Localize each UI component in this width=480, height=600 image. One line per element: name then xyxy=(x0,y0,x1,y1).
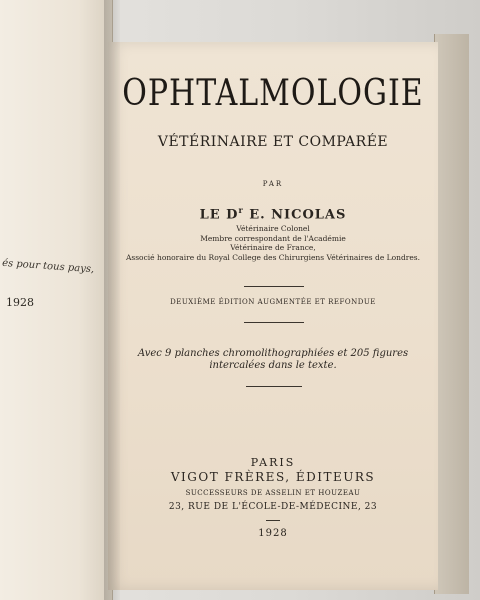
credential-line: Associé honoraire du Royal College des Chirurgiens Vétérinaires de Londres. xyxy=(125,252,421,262)
publisher-city: PARIS xyxy=(250,456,296,469)
plates-note xyxy=(108,348,438,372)
credential-line: Vétérinaire Colonel xyxy=(236,224,310,233)
copyright-fragment: és pour tous pays, xyxy=(1,257,95,276)
author-title-sup: r xyxy=(238,205,244,215)
publisher-name: VIGOT FRÈRES, ÉDITEURS xyxy=(170,470,376,484)
book-gutter-shadow xyxy=(104,0,120,600)
title-page xyxy=(108,42,438,590)
plates-line: intercalées dans le texte. xyxy=(209,360,337,371)
author-credentials xyxy=(108,224,438,262)
book-cover-edge xyxy=(434,34,469,594)
publisher-successors: SUCCESSEURS DE ASSELIN ET HOUZEAU xyxy=(185,489,361,497)
divider xyxy=(244,286,304,287)
publisher-address: 23, RUE DE L'ÉCOLE-DE-MÉDECINE, 23 xyxy=(168,502,378,512)
by-label: PAR xyxy=(262,180,284,188)
divider xyxy=(266,520,280,521)
book-subtitle: VÉTÉRINAIRE ET COMPARÉE xyxy=(157,134,389,150)
left-page-year: 1928 xyxy=(6,296,34,309)
credential-line: Vétérinaire de France, xyxy=(230,243,316,252)
publication-year: 1928 xyxy=(258,528,288,539)
author-surname: E. NICOLAS xyxy=(249,207,347,223)
book-title: OPHTALMOLOGIE xyxy=(122,72,424,115)
author-prefix: LE D xyxy=(199,207,239,223)
left-page xyxy=(0,0,113,600)
divider xyxy=(244,322,304,323)
author-name xyxy=(108,205,438,222)
plates-line: Avec 9 planches chromolithographiées et 205 figures xyxy=(137,348,409,359)
edition-note: DEUXIÈME ÉDITION AUGMENTÉE ET REFONDUE xyxy=(170,298,376,306)
divider xyxy=(246,386,302,387)
credential-line: Membre correspondant de l'Académie xyxy=(200,233,346,243)
